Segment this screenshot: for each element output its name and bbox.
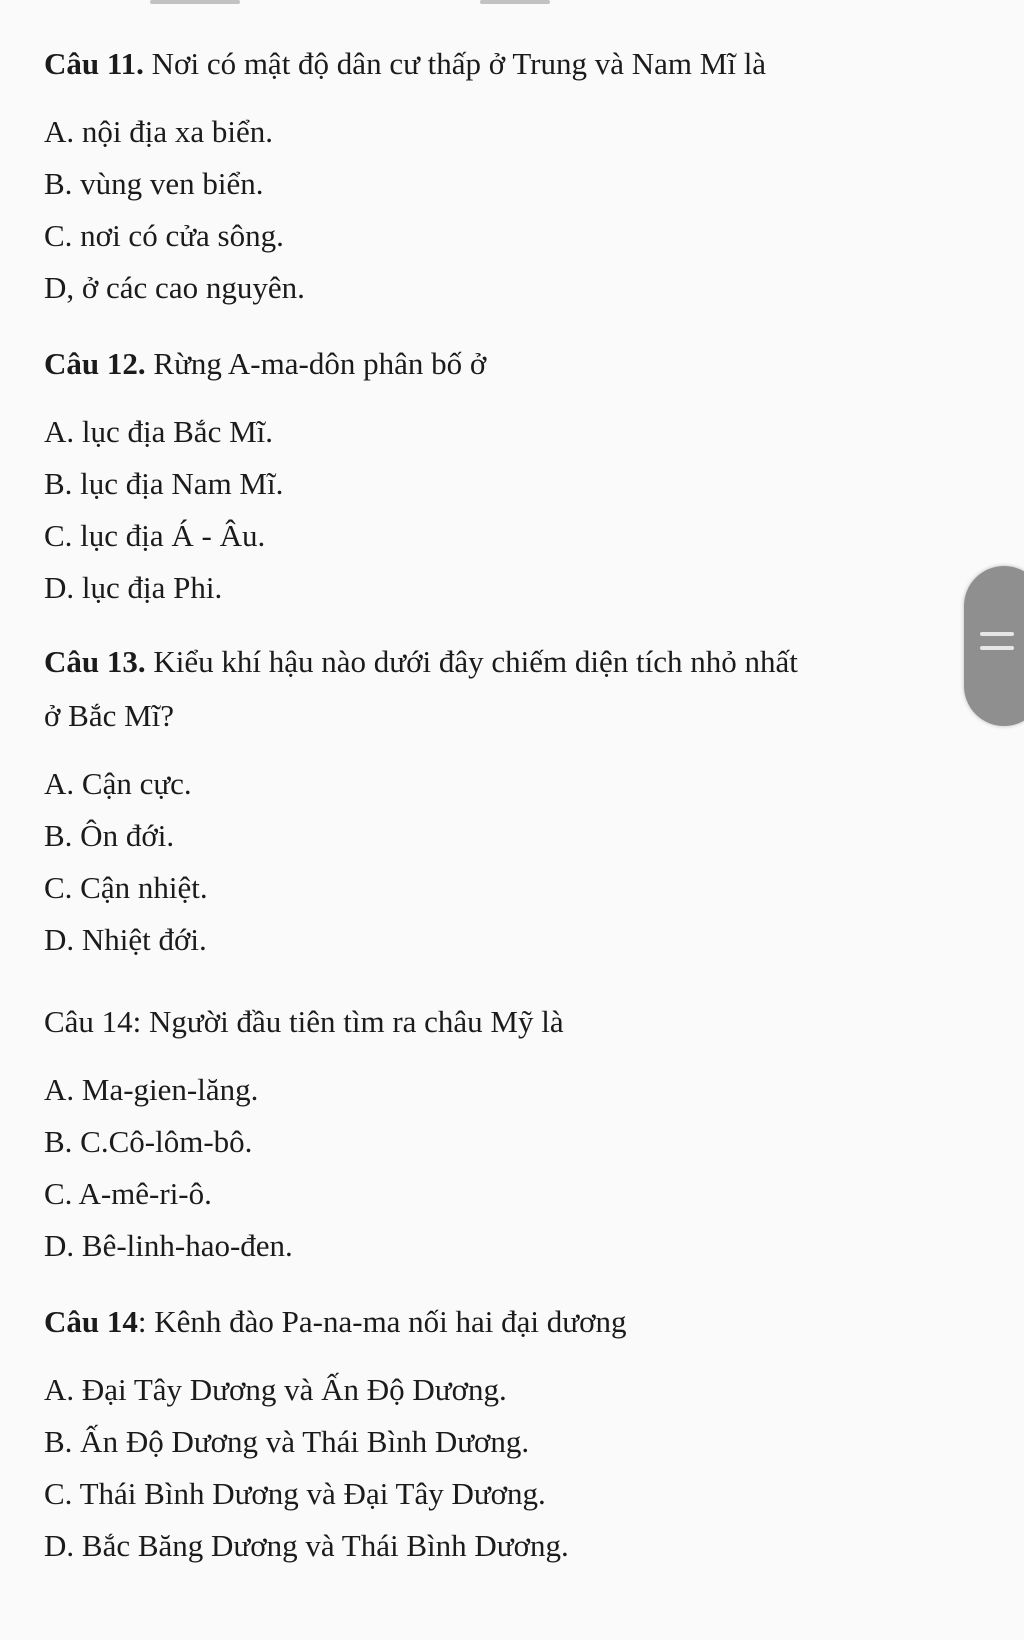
question-12-option-d: D. lục địa Phi. xyxy=(44,570,223,605)
question-11-title xyxy=(44,46,766,82)
question-14a-option-a: A. Ma-gien-lăng. xyxy=(44,1072,259,1107)
question-label: Câu 12. xyxy=(44,346,146,381)
question-label: Câu 13. xyxy=(44,644,146,679)
question-11-option-d: D, ở các cao nguyên. xyxy=(44,270,305,305)
question-text: Câu 14: Người đầu tiên tìm ra châu Mỹ là xyxy=(44,1004,564,1039)
question-12-option-b: B. lục địa Nam Mĩ. xyxy=(44,466,284,501)
question-13-title-line2: ở Bắc Mĩ? xyxy=(44,698,175,733)
question-14b-option-b: B. Ấn Độ Dương và Thái Bình Dương. xyxy=(44,1424,530,1459)
question-12-option-a: A. lục địa Bắc Mĩ. xyxy=(44,414,274,449)
question-label: Câu 14 xyxy=(44,1304,138,1339)
question-13-option-c: C. Cận nhiệt. xyxy=(44,870,208,905)
question-text: Rừng A-ma-dôn phân bố ở xyxy=(145,346,487,381)
question-text: Kiểu khí hậu nào dưới đây chiếm diện tích nhỏ nhất xyxy=(145,644,798,679)
question-11-option-a: A. nội địa xa biển. xyxy=(44,114,274,149)
cropped-text-fragment xyxy=(480,0,550,4)
question-14a-option-c: C. A-mê-ri-ô. xyxy=(44,1176,212,1211)
question-14b-option-d: D. Bắc Băng Dương và Thái Bình Dương. xyxy=(44,1528,569,1563)
question-11-option-b: B. vùng ven biển. xyxy=(44,166,264,201)
question-12-option-c: C. lục địa Á - Âu. xyxy=(44,518,266,553)
question-label: Câu 11. xyxy=(44,46,144,81)
question-14b-title xyxy=(44,1304,627,1340)
question-14a-option-d: D. Bê-linh-hao-đen. xyxy=(44,1228,293,1263)
question-13-option-a: A. Cận cực. xyxy=(44,766,192,801)
question-14b-option-a: A. Đại Tây Dương và Ấn Độ Dương. xyxy=(44,1372,507,1407)
question-13-option-d: D. Nhiệt đới. xyxy=(44,922,207,957)
question-11-option-c: C. nơi có cửa sông. xyxy=(44,218,284,253)
question-13-option-b: B. Ôn đới. xyxy=(44,818,175,853)
cropped-text-fragment xyxy=(150,0,240,4)
question-text: Nơi có mật độ dân cư thấp ở Trung và Nam Mĩ là xyxy=(143,46,767,81)
scroll-handle[interactable] xyxy=(964,566,1024,726)
question-text: : Kênh đào Pa-na-ma nối hai đại dương xyxy=(137,1304,627,1339)
question-14b-option-c: C. Thái Bình Dương và Đại Tây Dương. xyxy=(44,1476,546,1511)
question-12-title xyxy=(44,346,486,382)
question-14a-title xyxy=(44,1004,564,1040)
question-13-title xyxy=(44,644,798,680)
question-14a-option-b: B. C.Cô-lôm-bô. xyxy=(44,1124,253,1159)
